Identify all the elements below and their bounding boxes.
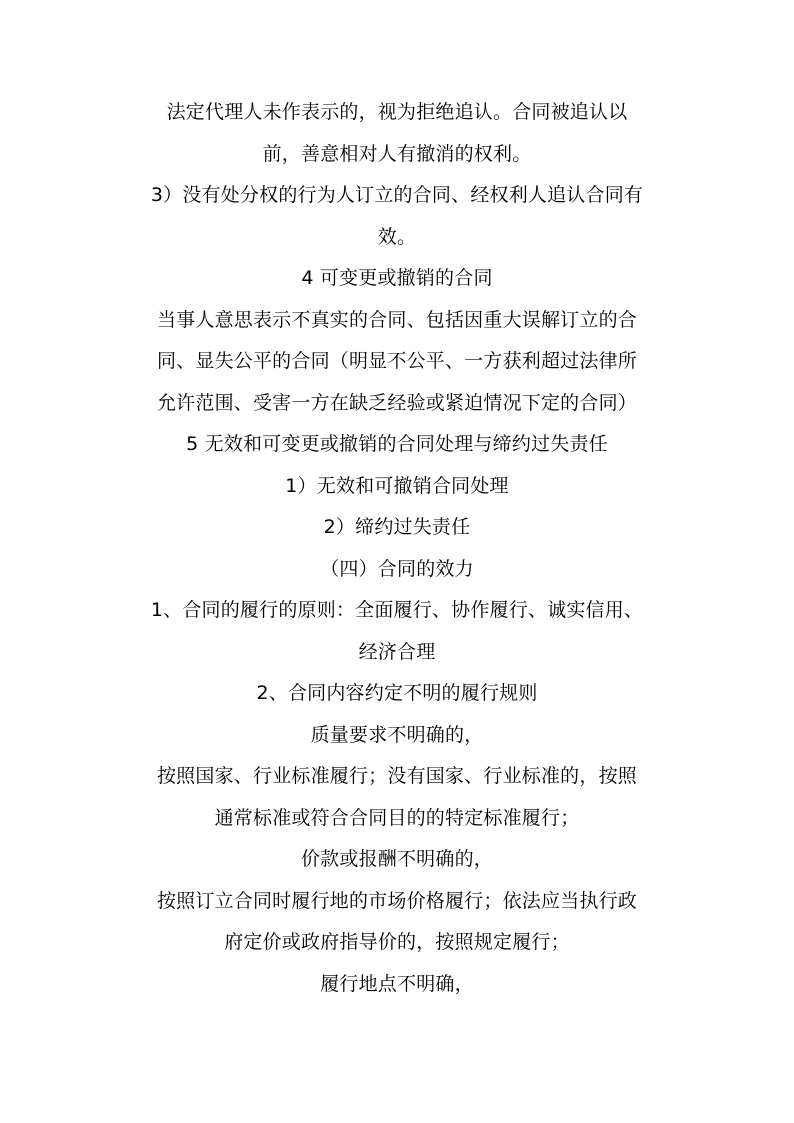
text-line: 价款或报酬不明确的， [300, 848, 493, 870]
text-line: 经济合理 [358, 640, 436, 663]
text-line: 府定价或政府指导价的，按照规定履行； [224, 931, 570, 953]
text-line: 当事人意思表示不真实的合同、包括因重大误解订立的合 [156, 308, 637, 331]
section-heading: 5 无效和可变更或撤销的合同处理与缔约过失责任 [186, 433, 608, 455]
text-line: 按照订立合同时履行地的市场价格履行；依法应当执行政 [156, 889, 637, 912]
text-line: 同、显失公平的合同（明显不公平、一方获利超过法律所 [156, 350, 637, 372]
text-line: 3）没有处分权的行为人订立的合同、经权利人追认合同有 [150, 184, 644, 206]
section-heading: 2、合同内容约定不明的履行规则 [256, 682, 538, 704]
text-line: 1、合同的履行的原则：全面履行、协作履行、诚实信用、 [150, 599, 644, 621]
text-line: 允许范围、受害一方在缺乏经验或紧迫情况下定的合同） [156, 391, 637, 414]
chapter-heading: （四）合同的效力 [320, 557, 474, 580]
text-line: 前，善意相对人有撤消的权利。 [262, 142, 532, 165]
subsection-heading: 2）缔约过失责任 [323, 516, 471, 538]
section-heading: 4 可变更或撤销的合同 [301, 267, 493, 289]
document-body [120, 92, 674, 1005]
text-line: 通常标准或符合合同目的的特定标准履行； [214, 806, 580, 829]
subsection-heading: 1）无效和可撤销合同处理 [285, 474, 509, 497]
text-line: 法定代理人未作表示的，视为拒绝追认。合同被追认以 [166, 101, 628, 123]
text-line: 效。 [377, 225, 417, 248]
text-line: 按照国家、行业标准履行；没有国家、行业标准的，按照 [156, 765, 637, 787]
text-line: 履行地点不明确， [320, 972, 474, 995]
text-line: 质量要求不明确的， [310, 723, 484, 746]
